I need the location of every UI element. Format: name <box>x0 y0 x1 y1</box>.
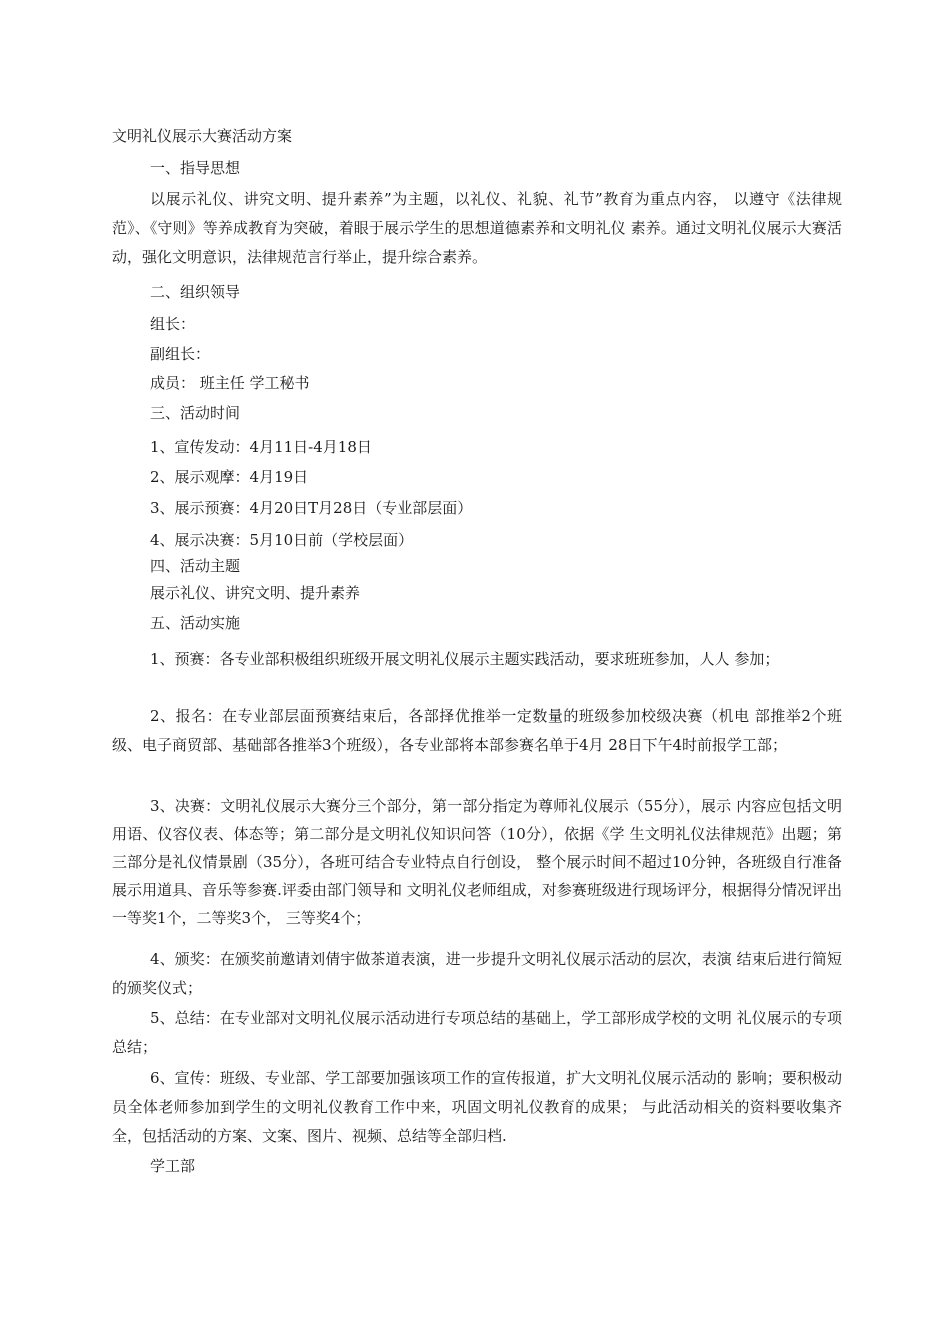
time-item-3: 3、展示预赛：4月20日T月28日（专业部层面） <box>150 499 473 517</box>
section-heading-theme: 四、活动主题 <box>150 557 241 575</box>
vice-leader-line: 副组长： <box>150 345 211 363</box>
section-heading-guiding-thought: 一、指导思想 <box>150 159 241 177</box>
section-heading-organization: 二、组织领导 <box>150 283 241 301</box>
section-heading-time: 三、活动时间 <box>150 404 241 422</box>
signature: 学工部 <box>150 1157 196 1175</box>
members-line: 成员： 班主任 学工秘书 <box>150 374 310 392</box>
section-body-guiding-thought: 以展示礼仪、讲究文明、提升素养”为主题，以礼仪、礼貌、礼节”教育为重点内容， 以遵守《法律规范》、《守则》等养成教育为突破，着眼于展示学生的思想道德素养和文明礼仪 素养。通过文明礼仪展示大赛活动，强化文明意识，法律规范言行举止，提升综合素养。 <box>112 190 842 266</box>
implementation-item-5: 5、总结：在专业部对文明礼仪展示活动进行专项总结的基础上，学工部形成学校的文明 礼仪展示的专项总结； <box>112 1009 842 1056</box>
time-item-2: 2、展示观摩：4月19日 <box>150 468 309 486</box>
time-item-1: 1、宣传发动：4月11日-4月18日 <box>150 438 372 456</box>
implementation-item-1: 1、预赛：各专业部积极组织班级开展文明礼仪展示主题实践活动，要求班班参加，人人 参加； <box>150 650 780 668</box>
implementation-item-6: 6、宣传：班级、专业部、学工部要加强该项工作的宣传报道，扩大文明礼仪展示活动的 影响；要积极动员全体老师参加到学生的文明礼仪教育工作中来，巩固文明礼仪教育的成果； 与此活动相关的资料要收集齐全，包括活动的方案、文案、图片、视频、总结等全部归档. <box>112 1069 842 1145</box>
implementation-item-4: 4、颁奖：在颁奖前邀请刘倩宇做茶道表演，进一步提升文明礼仪展示活动的层次，表演 结束后进行简短的颁奖仪式； <box>112 950 842 997</box>
section-heading-implementation: 五、活动实施 <box>150 614 241 632</box>
document-title: 文明礼仪展示大赛活动方案 <box>112 127 293 145</box>
theme-line: 展示礼仪、讲究文明、提升素养 <box>150 584 361 602</box>
time-item-4: 4、展示决赛：5月10日前（学校层面） <box>150 531 414 549</box>
leader-line: 组长： <box>150 315 196 333</box>
implementation-item-3: 3、决赛：文明礼仪展示大赛分三个部分，第一部分指定为尊师礼仪展示（55分），展示 内容应包括文明用语、仪容仪表、体态等；第二部分是文明礼仪知识问答（10分），依据《学 生文明礼仪法律规范》出题；第三部分是礼仪情景剧（35分），各班可结合专业特点自行创设， 整个展示时间不超过10分钟，各班级自行准备展示用道具、音乐等参赛.评委由部门领导和 文明礼仪老师组成，对参赛班级进行现场评分，根据得分情况评出一等奖1个，二等奖3个， 三等奖4个； <box>112 797 842 927</box>
implementation-item-2: 2、报名：在专业部层面预赛结束后，各部择优推举一定数量的班级参加校级决赛（机电 部推举2个班级、电子商贸部、基础部各推举3个班级），各专业部将本部参赛名单于4月 28日下午4时前报学工部； <box>112 707 842 754</box>
